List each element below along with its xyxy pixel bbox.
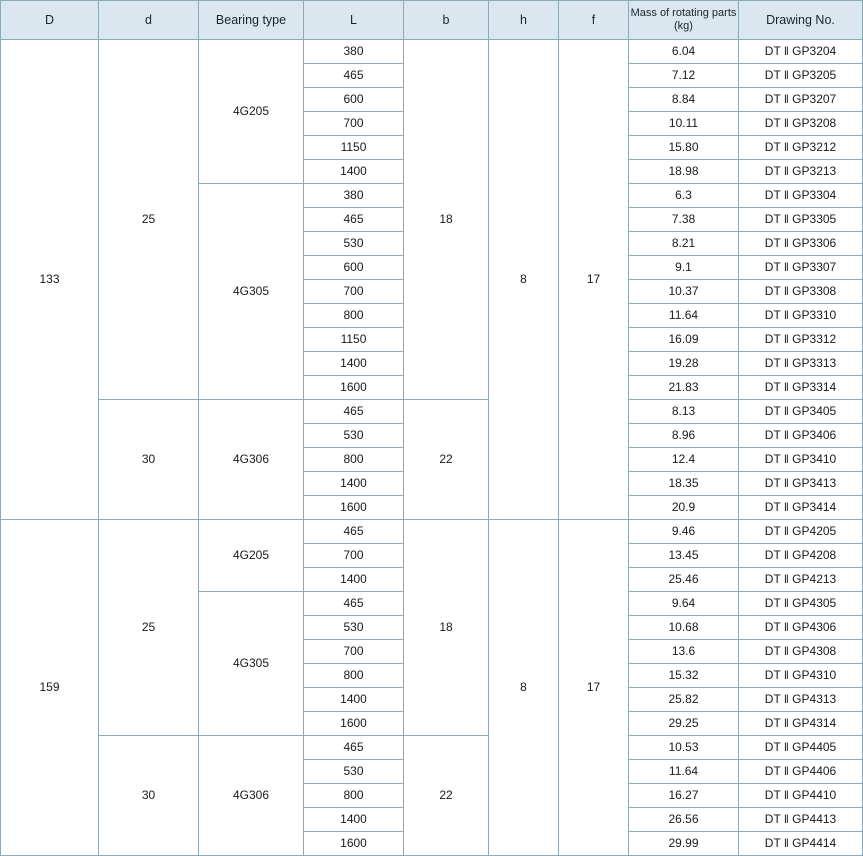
- cell-bearing-type: 4G306: [199, 736, 304, 856]
- cell-mass: 25.82: [629, 688, 739, 712]
- cell-L: 380: [304, 184, 404, 208]
- cell-drawing-no: DT ‖ GP3307: [739, 256, 863, 280]
- cell-mass: 11.64: [629, 304, 739, 328]
- cell-drawing-no: DT ‖ GP3212: [739, 136, 863, 160]
- cell-mass: 29.25: [629, 712, 739, 736]
- cell-mass: 13.6: [629, 640, 739, 664]
- cell-h: 8: [489, 520, 559, 856]
- cell-drawing-no: DT ‖ GP3406: [739, 424, 863, 448]
- column-header-mass: Mass of rotating parts (kg): [629, 1, 739, 40]
- cell-drawing-no: DT ‖ GP4305: [739, 592, 863, 616]
- cell-b: 18: [404, 520, 489, 736]
- cell-L: 700: [304, 280, 404, 304]
- cell-b: 22: [404, 736, 489, 856]
- cell-drawing-no: DT ‖ GP3312: [739, 328, 863, 352]
- cell-L: 530: [304, 232, 404, 256]
- cell-mass: 20.9: [629, 496, 739, 520]
- cell-L: 800: [304, 784, 404, 808]
- cell-mass: 15.80: [629, 136, 739, 160]
- cell-drawing-no: DT ‖ GP4213: [739, 568, 863, 592]
- cell-bearing-type: 4G306: [199, 400, 304, 520]
- cell-L: 1150: [304, 328, 404, 352]
- cell-L: 1150: [304, 136, 404, 160]
- cell-bearing-type: 4G205: [199, 520, 304, 592]
- cell-drawing-no: DT ‖ GP3306: [739, 232, 863, 256]
- table-row: [1, 736, 863, 760]
- cell-mass: 8.21: [629, 232, 739, 256]
- cell-mass: 16.27: [629, 784, 739, 808]
- cell-L: 700: [304, 112, 404, 136]
- cell-mass: 6.3: [629, 184, 739, 208]
- cell-mass: 13.45: [629, 544, 739, 568]
- cell-L: 1600: [304, 376, 404, 400]
- cell-drawing-no: DT ‖ GP3204: [739, 40, 863, 64]
- cell-drawing-no: DT ‖ GP3410: [739, 448, 863, 472]
- cell-mass: 7.12: [629, 64, 739, 88]
- column-header-bearing-type: Bearing type: [199, 1, 304, 40]
- cell-mass: 10.11: [629, 112, 739, 136]
- cell-L: 530: [304, 424, 404, 448]
- cell-L: 1400: [304, 160, 404, 184]
- cell-mass: 18.35: [629, 472, 739, 496]
- cell-d: 30: [99, 400, 199, 520]
- cell-mass: 7.38: [629, 208, 739, 232]
- cell-L: 1400: [304, 472, 404, 496]
- column-header-f: f: [559, 1, 629, 40]
- cell-mass: 8.96: [629, 424, 739, 448]
- column-header-b: b: [404, 1, 489, 40]
- cell-mass: 21.83: [629, 376, 739, 400]
- cell-mass: 6.04: [629, 40, 739, 64]
- cell-mass: 10.53: [629, 736, 739, 760]
- cell-f: 17: [559, 40, 629, 520]
- cell-drawing-no: DT ‖ GP3310: [739, 304, 863, 328]
- cell-mass: 26.56: [629, 808, 739, 832]
- cell-drawing-no: DT ‖ GP3305: [739, 208, 863, 232]
- cell-L: 1600: [304, 496, 404, 520]
- table-row: [1, 400, 863, 424]
- cell-mass: 10.68: [629, 616, 739, 640]
- cell-d: 25: [99, 520, 199, 736]
- table-body: [1, 40, 863, 856]
- cell-L: 1400: [304, 688, 404, 712]
- cell-L: 465: [304, 592, 404, 616]
- cell-L: 465: [304, 520, 404, 544]
- cell-mass: 11.64: [629, 760, 739, 784]
- cell-drawing-no: DT ‖ GP4313: [739, 688, 863, 712]
- cell-D: 159: [1, 520, 99, 856]
- cell-d: 25: [99, 40, 199, 400]
- cell-drawing-no: DT ‖ GP4308: [739, 640, 863, 664]
- column-header-L: L: [304, 1, 404, 40]
- cell-drawing-no: DT ‖ GP3414: [739, 496, 863, 520]
- cell-drawing-no: DT ‖ GP4314: [739, 712, 863, 736]
- cell-L: 465: [304, 400, 404, 424]
- cell-mass: 8.84: [629, 88, 739, 112]
- cell-L: 465: [304, 64, 404, 88]
- cell-L: 465: [304, 736, 404, 760]
- cell-b: 18: [404, 40, 489, 400]
- cell-bearing-type: 4G305: [199, 592, 304, 736]
- cell-bearing-type: 4G205: [199, 40, 304, 184]
- cell-drawing-no: DT ‖ GP3205: [739, 64, 863, 88]
- cell-drawing-no: DT ‖ GP3313: [739, 352, 863, 376]
- cell-h: 8: [489, 40, 559, 520]
- cell-mass: 25.46: [629, 568, 739, 592]
- cell-drawing-no: DT ‖ GP4405: [739, 736, 863, 760]
- cell-L: 600: [304, 88, 404, 112]
- cell-L: 530: [304, 616, 404, 640]
- cell-mass: 19.28: [629, 352, 739, 376]
- cell-L: 600: [304, 256, 404, 280]
- cell-D: 133: [1, 40, 99, 520]
- cell-L: 700: [304, 544, 404, 568]
- cell-mass: 16.09: [629, 328, 739, 352]
- cell-L: 380: [304, 40, 404, 64]
- table-row: [1, 520, 863, 544]
- cell-drawing-no: DT ‖ GP4414: [739, 832, 863, 856]
- cell-drawing-no: DT ‖ GP3207: [739, 88, 863, 112]
- column-header-d: d: [99, 1, 199, 40]
- cell-L: 1400: [304, 808, 404, 832]
- cell-mass: 10.37: [629, 280, 739, 304]
- cell-mass: 18.98: [629, 160, 739, 184]
- cell-L: 1400: [304, 568, 404, 592]
- header-row: [1, 1, 863, 40]
- cell-L: 700: [304, 640, 404, 664]
- cell-mass: 29.99: [629, 832, 739, 856]
- cell-mass: 9.46: [629, 520, 739, 544]
- cell-d: 30: [99, 736, 199, 856]
- cell-L: 530: [304, 760, 404, 784]
- cell-mass: 12.4: [629, 448, 739, 472]
- cell-L: 800: [304, 304, 404, 328]
- cell-drawing-no: DT ‖ GP3213: [739, 160, 863, 184]
- cell-L: 800: [304, 664, 404, 688]
- cell-drawing-no: DT ‖ GP4306: [739, 616, 863, 640]
- cell-drawing-no: DT ‖ GP3314: [739, 376, 863, 400]
- table-row: [1, 40, 863, 64]
- cell-drawing-no: DT ‖ GP3308: [739, 280, 863, 304]
- cell-L: 1600: [304, 832, 404, 856]
- cell-L: 1600: [304, 712, 404, 736]
- cell-drawing-no: DT ‖ GP3304: [739, 184, 863, 208]
- cell-drawing-no: DT ‖ GP4410: [739, 784, 863, 808]
- cell-L: 1400: [304, 352, 404, 376]
- column-header-D: D: [1, 1, 99, 40]
- cell-bearing-type: 4G305: [199, 184, 304, 400]
- table-header: [1, 1, 863, 40]
- cell-drawing-no: DT ‖ GP3208: [739, 112, 863, 136]
- cell-L: 465: [304, 208, 404, 232]
- cell-L: 800: [304, 448, 404, 472]
- cell-mass: 9.64: [629, 592, 739, 616]
- cell-mass: 9.1: [629, 256, 739, 280]
- cell-f: 17: [559, 520, 629, 856]
- cell-drawing-no: DT ‖ GP4310: [739, 664, 863, 688]
- column-header-drawing-no: Drawing No.: [739, 1, 863, 40]
- cell-drawing-no: DT ‖ GP4406: [739, 760, 863, 784]
- cell-drawing-no: DT ‖ GP4205: [739, 520, 863, 544]
- cell-drawing-no: DT ‖ GP3405: [739, 400, 863, 424]
- cell-drawing-no: DT ‖ GP3413: [739, 472, 863, 496]
- cell-b: 22: [404, 400, 489, 520]
- cell-drawing-no: DT ‖ GP4208: [739, 544, 863, 568]
- column-header-h: h: [489, 1, 559, 40]
- cell-mass: 15.32: [629, 664, 739, 688]
- cell-drawing-no: DT ‖ GP4413: [739, 808, 863, 832]
- cell-mass: 8.13: [629, 400, 739, 424]
